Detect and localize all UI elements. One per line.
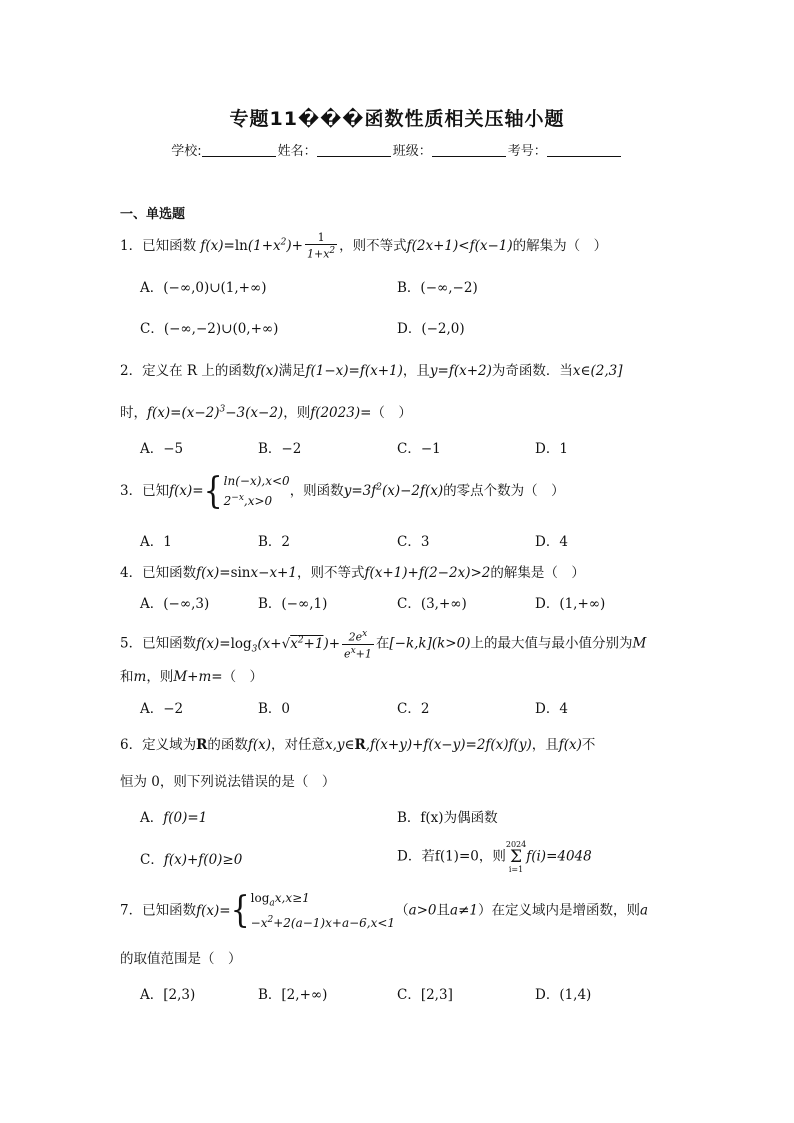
- q2-option-c[interactable]: C．−1: [397, 441, 441, 457]
- q7-stem-line1: [120, 890, 648, 932]
- q4-option-b[interactable]: B．(−∞,1): [258, 596, 328, 612]
- q3-option-c[interactable]: C．3: [397, 534, 430, 550]
- q2-stem-line2: [120, 401, 412, 421]
- q7-condition: a>0且a≠1: [408, 902, 478, 919]
- q6-option-d[interactable]: [397, 840, 592, 874]
- q5-M: M: [632, 635, 647, 652]
- q5-option-d[interactable]: D．4: [535, 701, 568, 717]
- q1-d-value: (−2,0): [421, 321, 465, 337]
- q1-option-a[interactable]: [140, 276, 267, 296]
- q3-function: f(x)={ ln(−x),x<0 $2^{-x},x>0$: [169, 469, 290, 512]
- q2-target: f(2023)=: [310, 405, 372, 421]
- q2-text-e: 时，: [120, 405, 147, 421]
- q1-inequality: f(2x+1)<f(x−1): [406, 237, 513, 254]
- q6-stem-line2: 恒为 0，则下列说法错误的是（ ）: [120, 774, 336, 790]
- q2-option-d[interactable]: D．1: [535, 441, 568, 457]
- q5-text-a: 5．已知函数: [120, 635, 197, 652]
- q1-c-value: (−∞,−2)∪(0,+∞): [163, 321, 279, 337]
- q2-text-a: 2．定义在 R 上的函数: [120, 363, 256, 379]
- q7-stem-line2: 的取值范围是（ ）: [120, 951, 242, 967]
- q4-text-c: 的解集是（ ）: [490, 565, 585, 581]
- q6-text-e: 不: [581, 737, 596, 753]
- q1-option-d[interactable]: [397, 317, 465, 337]
- q1-text-c: 的解集为（ ）: [512, 237, 608, 254]
- q1-function: $f(x)=\ln(1+x^2)+$ $\frac{1}{1+x^2}$: [200, 231, 336, 261]
- q7-text-c: ）在定义域内是增函数，则: [477, 902, 640, 919]
- name-blank[interactable]: [317, 144, 391, 157]
- q5-stem-line1: [120, 628, 646, 660]
- q6-d-value: f(1)=0，则: [434, 848, 506, 865]
- student-info-line: [0, 140, 794, 159]
- q7-function: f(x)={ $\log_ax,x\ge 1$ $-x^2+2(a-1)x+a-6,x<1$: [196, 889, 396, 932]
- exam-no-blank[interactable]: [547, 144, 621, 157]
- q6-b-value: f(x)为偶函数: [420, 810, 498, 826]
- q2-option-a[interactable]: A．−5: [140, 441, 184, 457]
- q6-c-label: C．: [140, 852, 164, 868]
- q1-b-value: (−∞,−2): [420, 280, 478, 296]
- q2-text-d: 为奇函数．当: [491, 363, 573, 379]
- q4-stem: [120, 561, 585, 581]
- school-label: 学校:: [171, 144, 202, 159]
- q3-equation: $y=3f^2(x)-2f(x)$: [343, 482, 444, 499]
- q2-text-g: （ ）: [371, 405, 412, 421]
- q6-equation: x,y∈R,f(x+y)+f(x−y)=2f(x)f(y): [324, 737, 532, 753]
- q5-sum: M+m=: [173, 669, 223, 685]
- q2-interval: x∈(2,3]: [572, 363, 623, 379]
- q6-fx2: f(x): [558, 737, 582, 753]
- q1-option-b[interactable]: [397, 276, 478, 296]
- q5-text-b: 在: [375, 635, 390, 652]
- q3-option-b[interactable]: B．2: [258, 534, 291, 550]
- q5-text-f: （ ）: [222, 669, 264, 685]
- q6-a-value: f(0)=1: [163, 810, 208, 826]
- q5-function: $f(x)=\log_3(x+√x^2+1)+$ $\frac{2e^x}{e^x+1}$: [196, 629, 372, 661]
- q5-m: m: [133, 669, 147, 685]
- q6-d-label: D．若: [397, 848, 435, 865]
- q1-d-label: D．: [397, 321, 422, 337]
- exam-no-label: 考号：: [507, 144, 547, 159]
- q2-option-b[interactable]: B．−2: [258, 441, 302, 457]
- q1-text-b: ，则不等式: [339, 237, 407, 254]
- q1-option-c[interactable]: [140, 317, 278, 337]
- q2-text-c: ，且: [402, 363, 430, 379]
- q4-option-d[interactable]: D．(1,+∞): [535, 596, 606, 612]
- q4-function: f(x)=sinx−x+1: [196, 565, 297, 581]
- q6-text-d: ，且: [531, 737, 559, 753]
- q1-a-label: A．: [140, 280, 164, 296]
- q7-option-c[interactable]: C．[2,3]: [397, 987, 453, 1003]
- q1-stem: [120, 232, 607, 261]
- q1-b-label: B．: [397, 280, 421, 296]
- q7-text-a: 7．已知函数: [120, 902, 197, 919]
- sigma-icon: 2024 Σ i=1: [505, 840, 527, 874]
- q4-text-b: ，则不等式: [296, 565, 365, 581]
- q1-text-a: 1．已知函数: [120, 237, 197, 254]
- page-title: 专题11���函数性质相关压轴小题: [229, 108, 565, 130]
- q5-text-c: 上的最大值与最小值分别为: [470, 635, 633, 652]
- q5-interval: [−k,k](k>0): [389, 635, 471, 652]
- q7-option-a[interactable]: A．[2,3): [140, 987, 196, 1003]
- q5-option-b[interactable]: B．0: [258, 701, 291, 717]
- q7-text-b: （: [395, 902, 409, 919]
- q5-option-a[interactable]: A．−2: [140, 701, 184, 717]
- q1-a-value: (−∞,0)∪(1,+∞): [163, 280, 267, 296]
- q2-symmetry: f(1−x)=f(x+1): [305, 363, 403, 379]
- q7-option-b[interactable]: B．[2,+∞): [258, 987, 328, 1003]
- q2-piece: $f(x)=(x-2)^3-3(x-2)$: [147, 404, 284, 421]
- q3-text-b: ，则函数: [289, 483, 344, 499]
- class-blank[interactable]: [432, 144, 506, 157]
- q6-text-c: ，对任意: [270, 737, 325, 753]
- q4-option-a[interactable]: A．(−∞,3): [140, 596, 210, 612]
- q3-text-a: 3．已知: [120, 483, 170, 499]
- q4-option-c[interactable]: C．(3,+∞): [397, 596, 467, 612]
- q2-fx: f(x): [255, 363, 279, 379]
- q6-fx: f(x): [247, 737, 271, 753]
- q2-text-f: ，则: [283, 405, 311, 421]
- school-blank[interactable]: [202, 144, 276, 157]
- q3-stem: [120, 469, 565, 512]
- q3-option-d[interactable]: D．4: [535, 534, 568, 550]
- section-heading: 一、单选题: [120, 207, 186, 222]
- q4-text-a: 4．已知函数: [120, 565, 197, 581]
- q5-text-e: ，则: [146, 669, 174, 685]
- q5-stem-line2: [120, 665, 263, 685]
- q6-d-sum: f(i)=4048: [526, 848, 592, 865]
- q6-text-a: 6．定义域为: [120, 737, 197, 753]
- q7-option-d[interactable]: D．(1,4): [535, 987, 592, 1003]
- q6-a-label: A．: [140, 810, 164, 826]
- q1-c-label: C．: [140, 321, 164, 337]
- q7-a: a: [639, 902, 649, 919]
- q4-inequality: f(x+1)+f(2−2x)>2: [364, 565, 491, 581]
- q6-b-label: B．: [397, 810, 421, 826]
- q3-text-c: 的零点个数为（ ）: [443, 483, 565, 499]
- name-label: 姓名：: [277, 144, 317, 159]
- q2-odd-fn: y=f(x+2): [429, 363, 492, 379]
- q6-text-b: 的函数: [207, 737, 248, 753]
- q6-option-a[interactable]: [140, 806, 207, 826]
- q5-text-d: 和: [120, 669, 134, 685]
- q3-option-a[interactable]: A．1: [140, 534, 172, 550]
- q6-R: R: [196, 737, 208, 753]
- q6-c-value: f(x)+f(0)≥0: [163, 852, 243, 868]
- class-label: 班级：: [392, 144, 432, 159]
- q6-option-b[interactable]: [397, 806, 498, 826]
- q6-stem-line1: [120, 733, 595, 753]
- q6-option-c[interactable]: [140, 848, 242, 868]
- q5-option-c[interactable]: C．2: [397, 701, 430, 717]
- q2-stem-line1: [120, 359, 623, 379]
- q2-text-b: 满足: [278, 363, 306, 379]
